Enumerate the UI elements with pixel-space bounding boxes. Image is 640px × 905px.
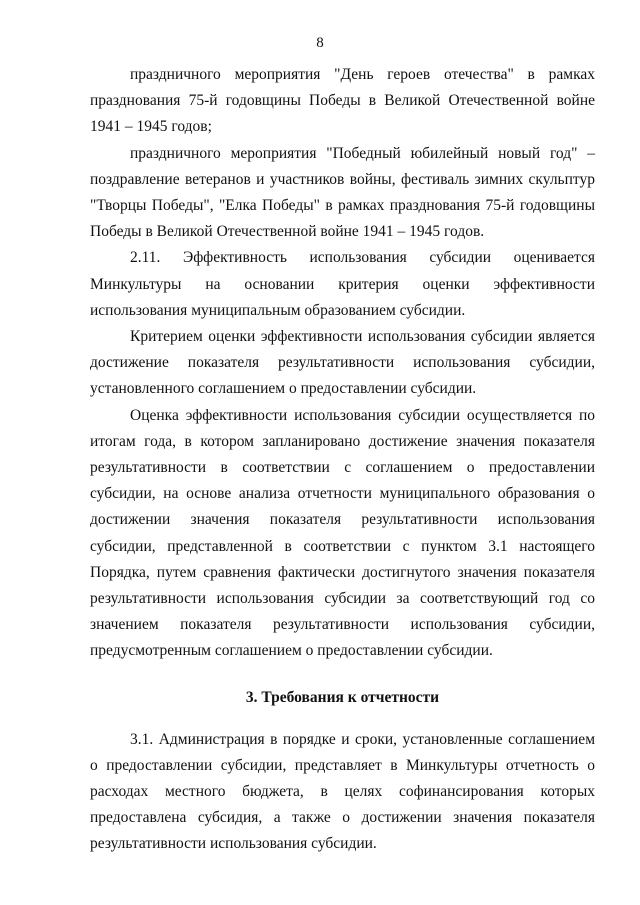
section-title-reporting-requirements: 3. Требования к отчетности: [245, 688, 440, 706]
paragraph-efficiency-criterion: Критерием оценки эффективности использования субсидии является достижение показателя результативности использования субсидии, установленного соглашением о предоставлении субсидии.: [90, 328, 595, 398]
paragraph-holiday-event-heroes: праздничного мероприятия "День героев отечества" в рамках празднования 75-й годовщины Победы в Великой Отечественной войне 1941 – 1945 годов;: [90, 66, 595, 136]
paragraph-2-11-efficiency: 2.11. Эффективность использования субсидии оценивается Минкультуры на основании критерия оценки эффективности использования муниципальным образованием субсидии.: [90, 249, 595, 319]
paragraph-3-1-reporting: 3.1. Администрация в порядке и сроки, установленные соглашением о предоставлении субсидии, представляет в Минкультуры отчетность о расходах местного бюджета, в целях софинансирования которых предоставлена субсидия, а также о достижении значения показателя результативности использования субсидии.: [90, 730, 595, 853]
document-body: [90, 62, 595, 858]
page-number: 8: [316, 35, 324, 51]
paragraph-holiday-event-new-year: праздничного мероприятия "Победный юбилейный новый год" – поздравление ветеранов и участников войны, фестиваль зимних скульптур "Творцы Победы", "Елка Победы" в рамках празднования 75-й годовщины Победы в Великой Отечественной войне 1941 – 1945 годов.: [90, 144, 595, 241]
paragraph-efficiency-assessment: Оценка эффективности использования субсидии осуществляется по итогам года, в котором запланировано достижение значения показателя результативности в соответствии с соглашением о предоставлении субсидии, на основе анализа отчетности муниципального образования о достижении значения показателя результативности использования субсидии, представленной в соответствии с пунктом 3.1 настоящего Порядка, путем сравнения фактически достигнутого значения показателя результативности использования субсидии за соответствующий год со значением показателя результативности использования субсидии, предусмотренным соглашением о предоставлении субсидии.: [90, 406, 595, 660]
